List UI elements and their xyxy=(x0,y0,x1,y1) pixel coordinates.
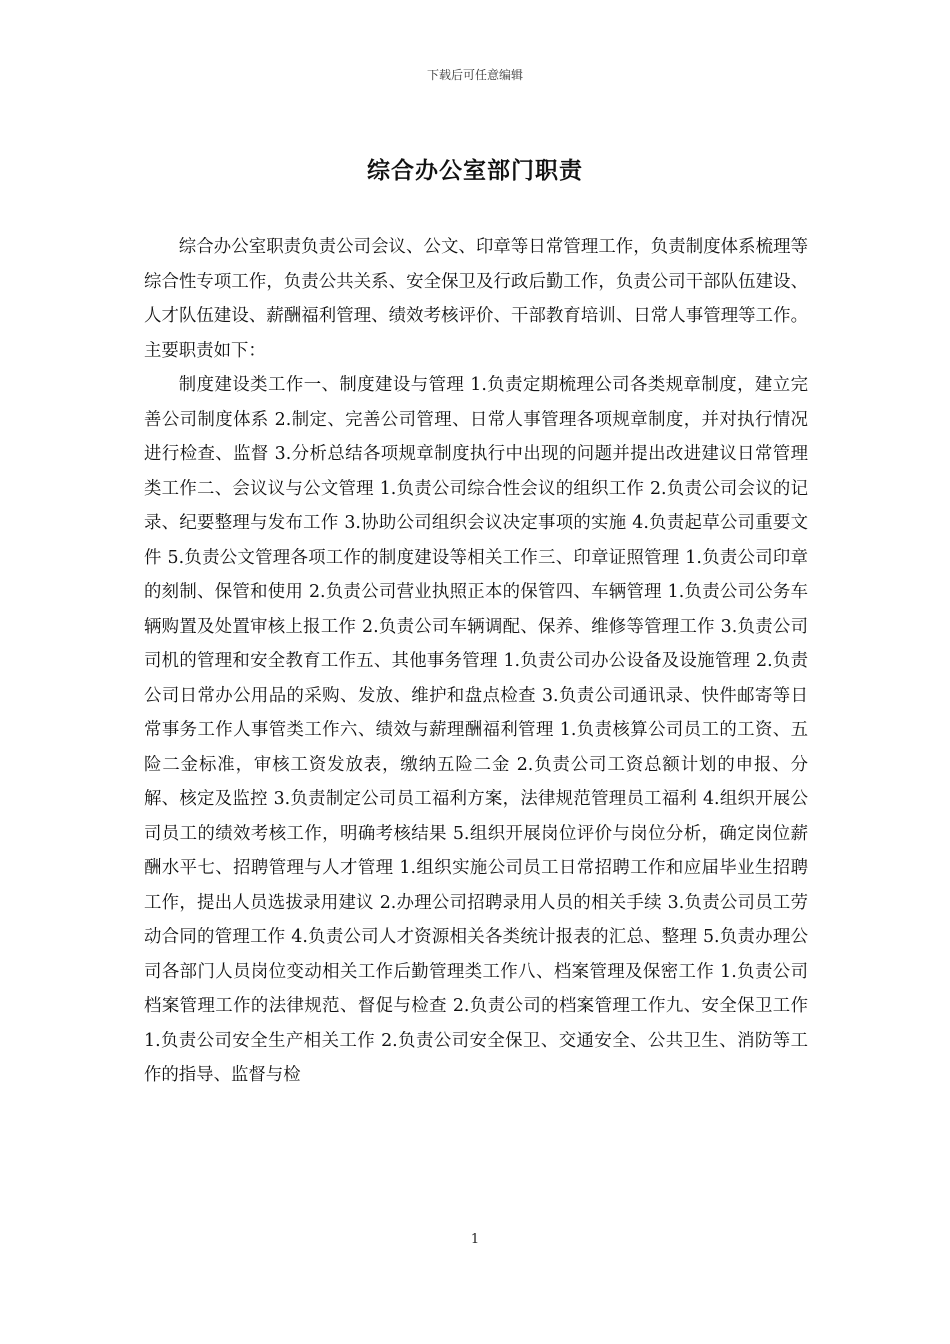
page-number: 1 xyxy=(470,1232,480,1247)
intro-paragraph: 综合办公室职责负责公司会议、公文、印章等日常管理工作，负责制度体系梳理等综合性专项工作，负责公共关系、安全保卫及行政后勤工作，负责公司干部队伍建设、人才队伍建设、薪酬福利管理、绩效考核评价、干部教育培训、日常人事管理等工作。主要职责如下： xyxy=(144,237,808,361)
document-title: 综合办公室部门职责 xyxy=(367,158,583,184)
duties-paragraph: 制度建设类工作一、制度建设与管理 1.负责定期梳理公司各类规章制度，建立完善公司制度体系 2.制定、完善公司管理、日常人事管理各项规章制度，并对执行情况进行检查、监督 3.分析总结各项规章制度执行中出现的问题并提出改进建议日常管理类工作二、会议议与公文管理 1.负责公司综合性会议的组织工作 2.负责公司会议的记录、纪要整理与发布工作 3.协助公司组织会议决定事项的实施 4.负责起草公司重要文件 5.负责公文管理各项工作的制度建设等相关工作三、印章证照管理 1.负责公司印章的刻制、保管和使用 2.负责公司营业执照正本的保管四、车辆管理 1.负责公司公务车辆购置及处置审核上报工作 2.负责公司车辆调配、保养、维修等管理工作 3.负责公司司机的管理和安全教育工作五、其他事务管理 1.负责公司办公设备及设施管理 2.负责公司日常办公用品的采购、发放、维护和盘点检查 3.负责公司通讯录、快件邮寄等日常事务工作人事管类工作六、绩效与薪理酬福利管理 1.负责核算公司员工的工资、五险二金标准，审核工资发放表，缴纳五险二金 2.负责公司工资总额计划的申报、分解、核定及监控 3.负责制定公司员工福利方案，法律规范管理员工福利 4.组织开展公司员工的绩效考核工作，明确考核结果 5.组织开展岗位评价与岗位分析，确定岗位薪酬水平七、招聘管理与人才管理 1.组织实施公司员工日常招聘工作和应届毕业生招聘工作，提出人员选拔录用建议 2.办理公司招聘录用人员的相关手续 3.负责公司员工劳动合同的管理工作 4.负责公司人才资源相关各类统计报表的汇总、整理 5.负责办理公司各部门人员岗位变动相关工作后勤管理类工作八、档案管理及保密工作 1.负责公司档案管理工作的法律规范、督促与检查 2.负责公司的档案管理工作九、安全保卫工作 1.负责公司安全生产相关工作 2.负责公司安全保卫、交通安全、公共卫生、消防等工作的指导、监督与检 xyxy=(144,375,808,1085)
document-body xyxy=(144,230,808,1093)
header-note: 下载后可任意编辑 xyxy=(426,68,523,82)
